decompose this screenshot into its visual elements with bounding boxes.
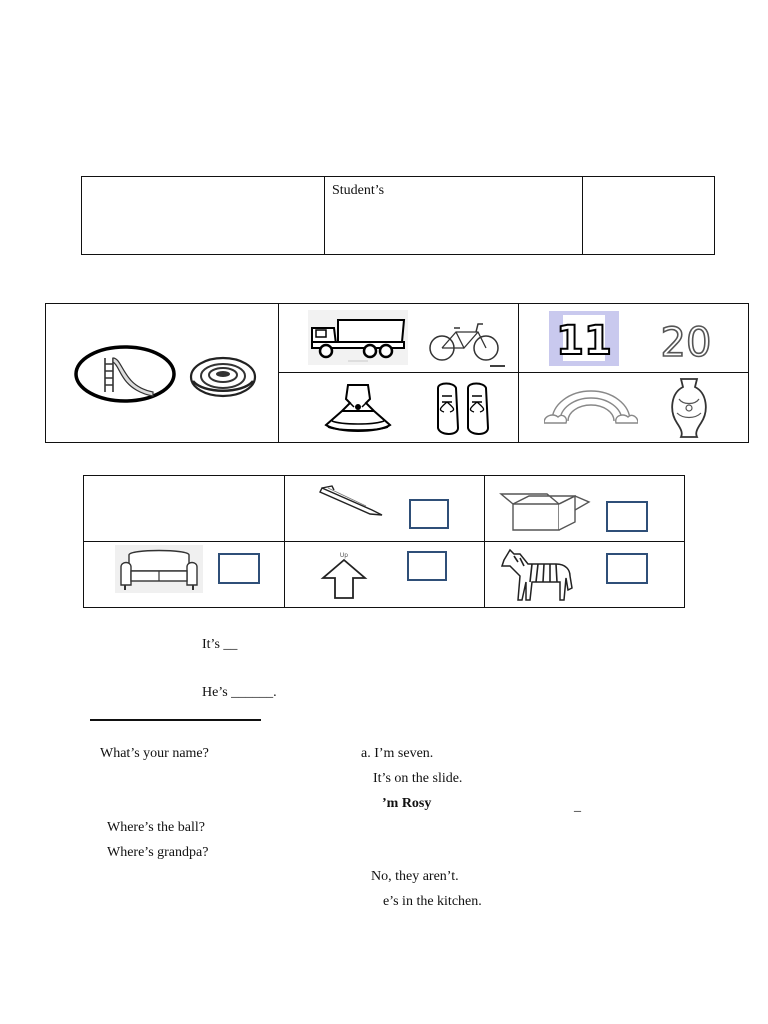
student-label: Student’s [332,183,385,198]
answer-5: e’s in the kitchen. [383,894,482,909]
question-2: Where’s the ball? [107,820,205,835]
svg-text:11: 11 [556,318,612,364]
numbers-cell [519,304,749,373]
example-cell [46,304,279,443]
objects-cell [519,373,749,443]
picture-table-2 [83,475,685,608]
section-divider [90,719,261,721]
answer-4: No, they aren’t. [371,869,459,884]
frisbee-icon [189,356,257,398]
header-cell-student [325,177,583,255]
box-cell [485,476,685,542]
bicycle-icon [428,318,506,370]
header-table [81,176,715,255]
vase-icon [667,375,711,439]
header-cell-name [82,177,325,255]
answer-1: a. I’m seven. [361,746,434,761]
answer-2: It’s on the slide. [373,771,463,786]
clothes-cell [279,373,519,443]
dress-icon [318,381,398,437]
sofa-icon [115,545,203,593]
sofa-cell [84,542,285,608]
answer-box-sofa[interactable] [218,553,260,584]
pen-cell [285,476,485,542]
fill-sentence-2: He’s ______. [202,685,277,700]
truck-icon [308,310,408,365]
number-outline-icon [654,316,718,362]
pen-icon [318,482,384,518]
slide-icon [73,344,177,404]
box-icon [499,490,591,532]
vehicles-cell [279,304,519,373]
zebra-icon [498,546,576,602]
number-card-icon [549,311,619,366]
zebra-cell [485,542,685,608]
up-arrow-icon [319,550,369,600]
shoes-icon [432,378,494,440]
header-cell-score [583,177,715,255]
answer-box-pen[interactable] [409,499,449,529]
fill-sentence-1: It’s __ [202,637,238,652]
answer-blank: _ [574,799,581,814]
example-cell-2 [84,476,285,542]
picture-table-1 [45,303,749,443]
svg-text:20: 20 [660,320,712,362]
question-1: What’s your name? [100,746,209,761]
question-3: Where’s grandpa? [107,845,209,860]
answer-box-up[interactable] [407,551,447,581]
rainbow-icon [544,387,638,427]
answer-3: ’m Rosy [382,796,432,811]
up-cell [285,542,485,608]
svg-text:Up: Up [339,552,349,559]
answer-box-zebra[interactable] [606,553,648,584]
answer-box-box[interactable] [606,501,648,532]
